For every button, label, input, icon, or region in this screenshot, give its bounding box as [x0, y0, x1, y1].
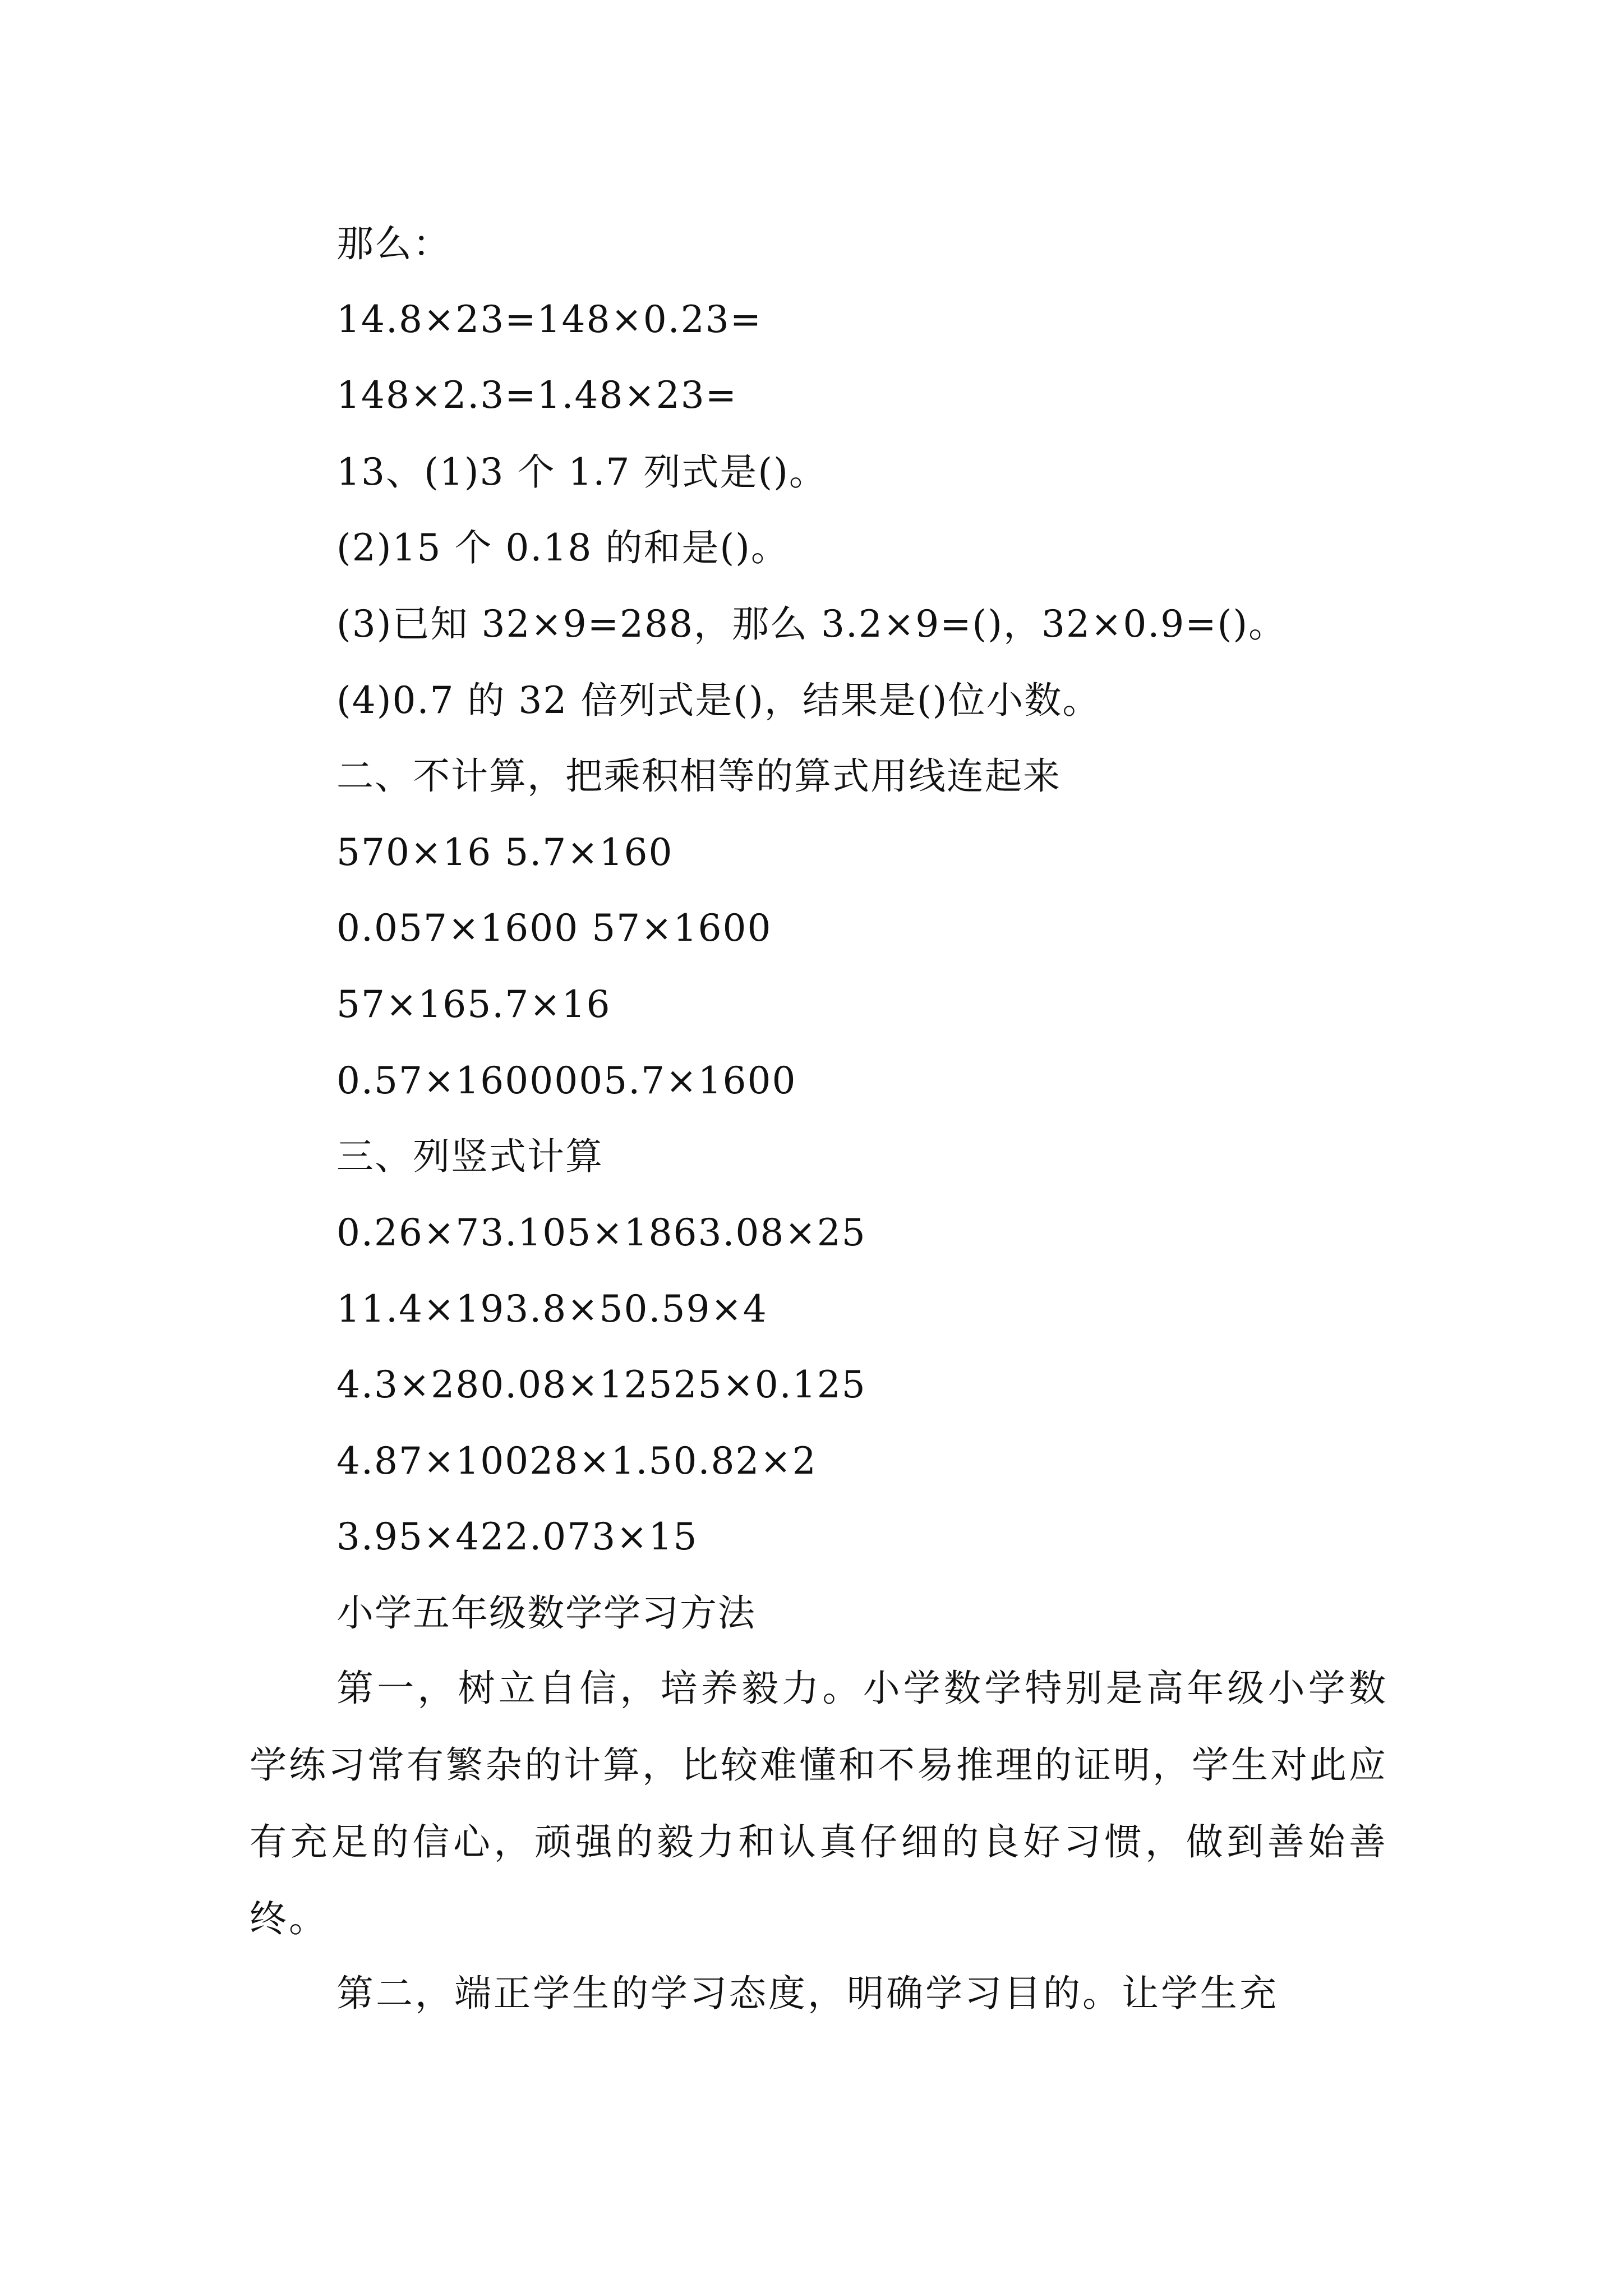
- text-line: 3.95×422.073×15: [336, 1515, 698, 1558]
- text-line: 11.4×193.8×50.59×4: [336, 1287, 768, 1331]
- section-heading: 小学五年级数学学习方法: [336, 1591, 756, 1635]
- body-paragraph: 第一，树立自信，培养毅力。小学数学特别是高年级小学数学练习常有繁杂的计算，比较难懂和不易推理的证明，学生对此应有充足的信心，顽强的毅力和认真仔细的良好习惯，做到善始善终。: [250, 1667, 1388, 1940]
- text-line: 0.26×73.105×1863.08×25: [336, 1211, 866, 1254]
- text-line: (4)0.7 的 32 倍列式是()，结果是()位小数。: [336, 679, 1101, 722]
- text-line: (2)15 个 0.18 的和是()。: [336, 526, 789, 569]
- section-heading: 二、不计算，把乘积相等的算式用线连起来: [336, 754, 1061, 798]
- text-line: 570×16 5.7×160: [336, 831, 674, 874]
- text-line: 148×2.3=1.48×23=: [336, 374, 738, 417]
- text-line: 4.3×280.08×12525×0.125: [336, 1363, 866, 1406]
- text-line: 0.057×1600 57×1600: [336, 907, 772, 950]
- text-line: 4.87×10028×1.50.82×2: [336, 1439, 817, 1483]
- text-line: 57×165.7×16: [336, 983, 611, 1026]
- section-heading: 三、列竖式计算: [336, 1135, 603, 1178]
- body-paragraph: 第二，端正学生的学习态度，明确学习目的。让学生充: [336, 1972, 1279, 2015]
- text-line: 13、(1)3 个 1.7 列式是()。: [336, 450, 827, 494]
- text-line: (3)已知 32×9=288，那么 3.2×9=()，32×0.9=()。: [336, 602, 1287, 646]
- text-line: 那么：: [336, 222, 451, 265]
- text-line: 0.57×1600005.7×1600: [336, 1059, 797, 1102]
- text-line: 14.8×23=148×0.23=: [336, 298, 763, 341]
